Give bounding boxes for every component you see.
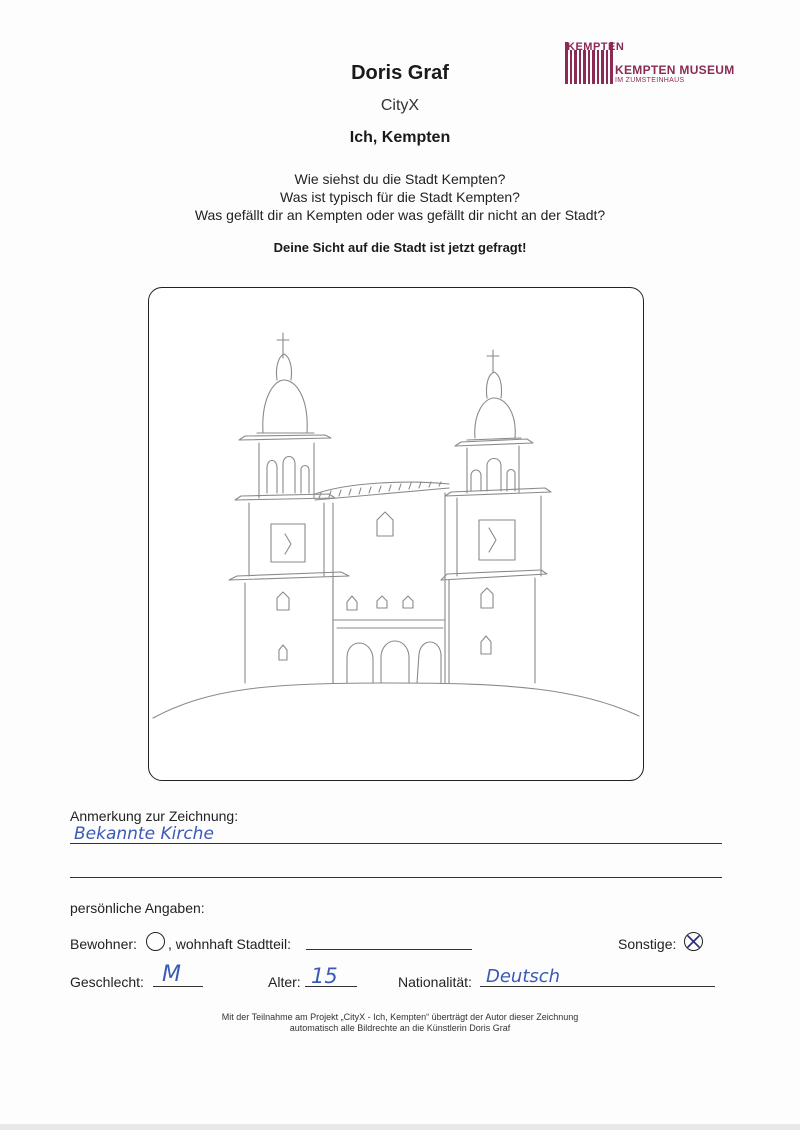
resident-label: Bewohner: <box>70 936 137 952</box>
museum-logo <box>565 42 735 88</box>
drawing-area <box>148 287 644 781</box>
questions-block <box>0 170 800 224</box>
rights-notice <box>0 1012 800 1034</box>
other-checkbox[interactable] <box>684 932 703 951</box>
age-label: Alter: <box>268 974 301 990</box>
question-1: Wie siehst du die Stadt Kempten? <box>294 171 506 187</box>
personal-info-label: persönliche Angaben: <box>70 900 205 916</box>
museum-logo-name: KEMPTEN MUSEUM <box>615 63 735 77</box>
district-input[interactable] <box>306 949 472 950</box>
rights-notice-line-1: Mit der Teilnahme am Projekt „CityX - Ich, Kempten“ überträgt der Autor dieser Zeichnung <box>221 1012 579 1022</box>
note-input-line-2[interactable] <box>70 877 722 878</box>
note-input-line[interactable] <box>70 843 722 844</box>
note-label: Anmerkung zur Zeichnung: <box>70 808 239 824</box>
scan-edge <box>0 1124 800 1130</box>
museum-logo-wordmark: KEMPTEN <box>567 41 625 53</box>
gender-label: Geschlecht: <box>70 974 144 990</box>
theme-title: Ich, Kempten <box>349 129 451 146</box>
museum-logo-subtitle: IM ZUMSTEINHAUS <box>615 77 685 84</box>
note-input-value[interactable]: Bekannte Kirche <box>74 824 214 844</box>
nationality-label: Nationalität: <box>398 974 472 990</box>
project-name: CityX <box>380 97 420 114</box>
gender-value: M <box>162 962 181 987</box>
district-label: , wohnhaft Stadtteil: <box>168 936 291 952</box>
question-3: Was gefällt dir an Kempten oder was gefällt dir nicht an der Stadt? <box>194 207 606 223</box>
cross-mark-icon <box>685 933 702 950</box>
question-2: Was ist typisch für die Stadt Kempten? <box>280 189 520 205</box>
rights-notice-line-2: automatisch alle Bildrechte an die Künstlerin Doris Graf <box>289 1023 511 1033</box>
artist-name: Doris Graf <box>351 62 449 84</box>
other-label: Sonstige: <box>618 936 677 952</box>
church-sketch-icon <box>149 288 643 780</box>
resident-checkbox[interactable] <box>146 932 165 951</box>
nationality-value: Deutsch <box>486 966 561 987</box>
age-value: 15 <box>311 964 338 988</box>
prompt-text: Deine Sicht auf die Stadt ist jetzt gefragt! <box>273 240 527 255</box>
